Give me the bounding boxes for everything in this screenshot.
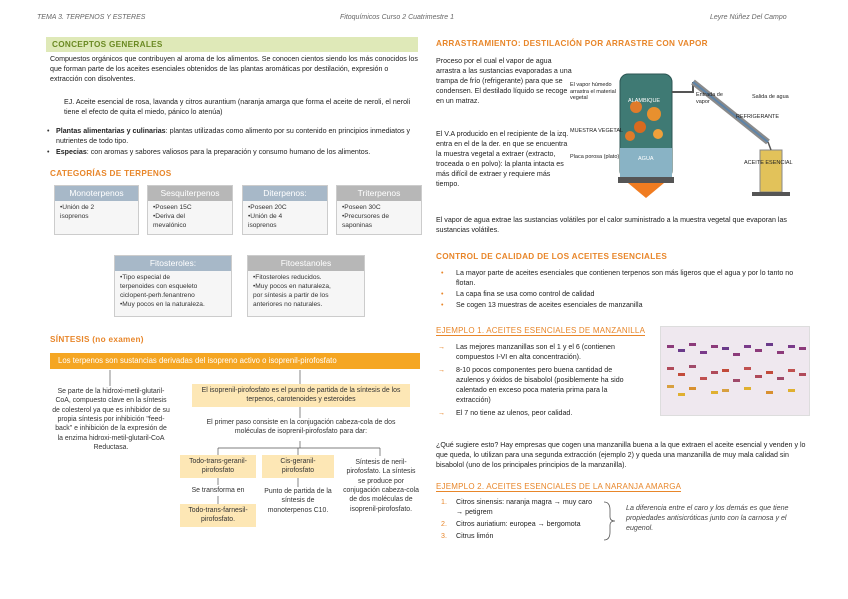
node-farnesil: Todo-trans-farnesil-pirofosfato.	[180, 504, 256, 527]
list-item: • Especias: con aromas y sabores valiosos para la preparación y consumo humano de los alimentos.	[46, 147, 422, 157]
tlc-bands	[661, 327, 811, 417]
list-item: 2. Citros auriatium: europea → bergomota	[441, 520, 581, 529]
category-body: •Poseen 30C •Precursores de saponinas	[342, 204, 390, 229]
sintesis-banner: Los terpenos son sustancias derivadas del isopreno activo o isoprenil-pirofosfato	[50, 353, 420, 369]
ejemplo1-title: EJEMPLO 1. ACEITES ESENCIALES DE MANZANILLA	[436, 326, 646, 335]
section-title-sintesis: SÍNTESIS (no examen)	[50, 335, 144, 344]
sintesis-isoprenil: El isoprenil-pirofosfato es el punto de partida de la síntesis de los terpenos, carotenoides y esteroides	[192, 384, 410, 407]
list-item: → 8-10 pocos componentes pero buena cantidad de azulenos y óxidos de bisabolol (posiblemente ha sido calentado en exceso poca materia prima para la extracción)	[440, 365, 630, 405]
ejemplo2-note: La diferencia entre el caro y los demás es que tiene propiedades antisicróticas junto con la carnosa y el eugenol.	[626, 504, 789, 533]
category-body: •Poseen 20C •Unión de 4 isoprenos	[248, 204, 287, 229]
control-list	[440, 268, 812, 311]
conceptos-intro: Compuestos orgánicos que contribuyen al aroma de los alimentos. Se conocen cientos siendo los más conocidos los que forman parte de los aceites esenciales obtenidos de las plantas aromáticas por destilación, expresión o extracción con disolventes.	[50, 55, 418, 84]
arrastre-p3: El vapor de agua extrae las sustancias volátiles por el calor suministrado a la muestra vegetal que evaporan las sustancias volátiles.	[436, 216, 787, 235]
diagram-label: Salida de agua	[752, 94, 789, 100]
header-right: Leyre Núñez Del Campo	[710, 14, 787, 21]
category-body: •Unión de 2 isoprenos	[60, 204, 95, 220]
diagram-label: Entrada de vapor	[696, 92, 723, 105]
brace-icon	[600, 500, 620, 542]
list-item: 3. Citrus limón	[441, 532, 494, 541]
category-body: •Tipo especial de terpenoides con esqueleto ciclopent-perh.fenantreno •Muy pocos en la naturaleza.	[120, 274, 205, 308]
arrastre-p2: El V.A producido en el recipiente de la izq. entra en el de la der. en que se encuentra la muestra vegetal a extraer (extracto, troceada o en polvo): la planta intacta es más difícil de extraer y requiere más tiempo.	[436, 130, 569, 189]
list-item: • Se cogen 13 muestras de aceites esenciales de manzanilla	[440, 300, 812, 310]
tlc-plate-image	[660, 326, 810, 416]
diagram-label: AGUA	[638, 156, 654, 162]
header-center: Fitoquímicos Curso 2 Cuatrimestre 1	[340, 14, 454, 21]
section-title-conceptos: CONCEPTOS GENERALES	[46, 37, 418, 52]
category-title: Triterpenos	[337, 186, 421, 201]
distillation-diagram	[568, 52, 800, 202]
diagram-label: ALAMBIQUE	[628, 98, 661, 104]
list-item: • La capa fina se usa como control de calidad	[440, 289, 812, 299]
list-item: 1. Citros sinensis: naranja magra → muy caro → petigrem	[441, 498, 593, 517]
category-title: Monoterpenos	[55, 186, 138, 201]
diagram-label: MUESTRA VEGETAL	[570, 128, 624, 134]
section-title-arrastre: ARRASTRAMIENTO: DESTILACIÓN POR ARRASTRE CON VAPOR	[436, 39, 708, 48]
node-neril: Síntesis de neril-pirofosfato. La síntesis se produce por conjugación cabeza-cola de dos moléculas de isoprenil-pirofosfato.	[343, 459, 419, 513]
list-item: • La mayor parte de aceites esenciales que contienen terpenos son más ligeros que el agua y por lo tanto no flotan.	[440, 268, 812, 288]
node-transforma: Se transforma en	[191, 487, 245, 494]
node-todo-trans-geranil: Todo-trans-geranil-pirofosfato	[180, 455, 256, 478]
list-item: • Plantas alimentarias y culinarias: plantas utilizadas como alimento por su contenido en principios inmediatos y nutrientes de todo tipo.	[46, 126, 422, 146]
arrastre-p1: Proceso por el cual el vapor de agua arrastra a las sustancias evaporadas a una trampa de frío (refrigerante) para que se condensen. El destilado líquido se recoge en un matraz.	[436, 57, 572, 106]
ejemplo2-list	[440, 497, 600, 542]
node-monoterpenos: Punto de partida de la síntesis de monoterpenos C10.	[264, 488, 332, 514]
section-title-categorias: CATEGORÍAS DE TERPENOS	[50, 169, 172, 178]
category-title: Fitosteroles:	[115, 256, 231, 271]
diagram-label: El vapor húmedo arrastra el material vegetal	[570, 82, 616, 102]
node-cis-geranil: Cis-geranil-pirofosfato	[262, 455, 334, 478]
diagram-label: Placa porosa (plato)	[570, 154, 620, 160]
category-body: •Fitosteroles reducidos. •Muy pocos en naturaleza, por síntesis a partir de los anteriores no naturales.	[253, 274, 331, 308]
diagram-label: REFRIGERANTE	[736, 114, 780, 120]
category-title: Sesquiterpenos	[148, 186, 232, 201]
ejemplo2-title: EJEMPLO 2. ACEITES ESENCIALES DE LA NARANJA AMARGA	[436, 482, 682, 491]
diagram-label: ACEITE ESENCIAL	[744, 160, 793, 166]
ejemplo1-question: ¿Qué sugiere esto? Hay empresas que cogen una manzanilla buena a la que extraen el aceite esencial y venden y lo que queda, lo utilizan para una segunda extracción (ejemplo 2) y queda una manzanilla de muy mala calidad sin bisabolol (uno de los principales principios de la manzanilla).	[436, 441, 806, 470]
section-title-control: CONTROL DE CALIDAD DE LOS ACEITES ESENCIALES	[436, 252, 668, 261]
category-body: •Poseen 15C •Deriva del mevalónico	[153, 204, 192, 229]
sintesis-first-step: El primer paso consiste en la conjugación cabeza-cola de dos moléculas de isoprenil-pirofosfato para dar:	[206, 419, 396, 436]
list-item: → Las mejores manzanillas son el 1 y el 6 (contienen compuestos I-VI en alta concentración).	[440, 342, 630, 362]
conceptos-example: EJ. Aceite esencial de rosa, lavanda y citros aurantium (naranja amarga que forma el aceite de neroli, el neroli tiene el efecto de quita el miedo, pánico lo atenúa)	[64, 98, 411, 117]
ejemplo1-list	[440, 342, 630, 419]
sintesis-left-text: Se parte de la hidroxi-metil-glutaril-CoA, compuesto clave en la síntesis de colesterol ya que es inhibidor de su propia síntesis por inhibición "feed-back" e inhibición de la expresión de la enzima hidroxi-metil-glutaril-CoA Reductasa.	[52, 388, 170, 451]
category-title: Diterpenos:	[243, 186, 327, 201]
category-title: Fitoestanoles	[248, 256, 364, 271]
header-left: TEMA 3. TERPENOS Y ESTERES	[37, 14, 146, 21]
distillation-illustration	[568, 52, 800, 202]
list-item: → El 7 no tiene az ulenos, peor calidad.	[440, 408, 630, 418]
